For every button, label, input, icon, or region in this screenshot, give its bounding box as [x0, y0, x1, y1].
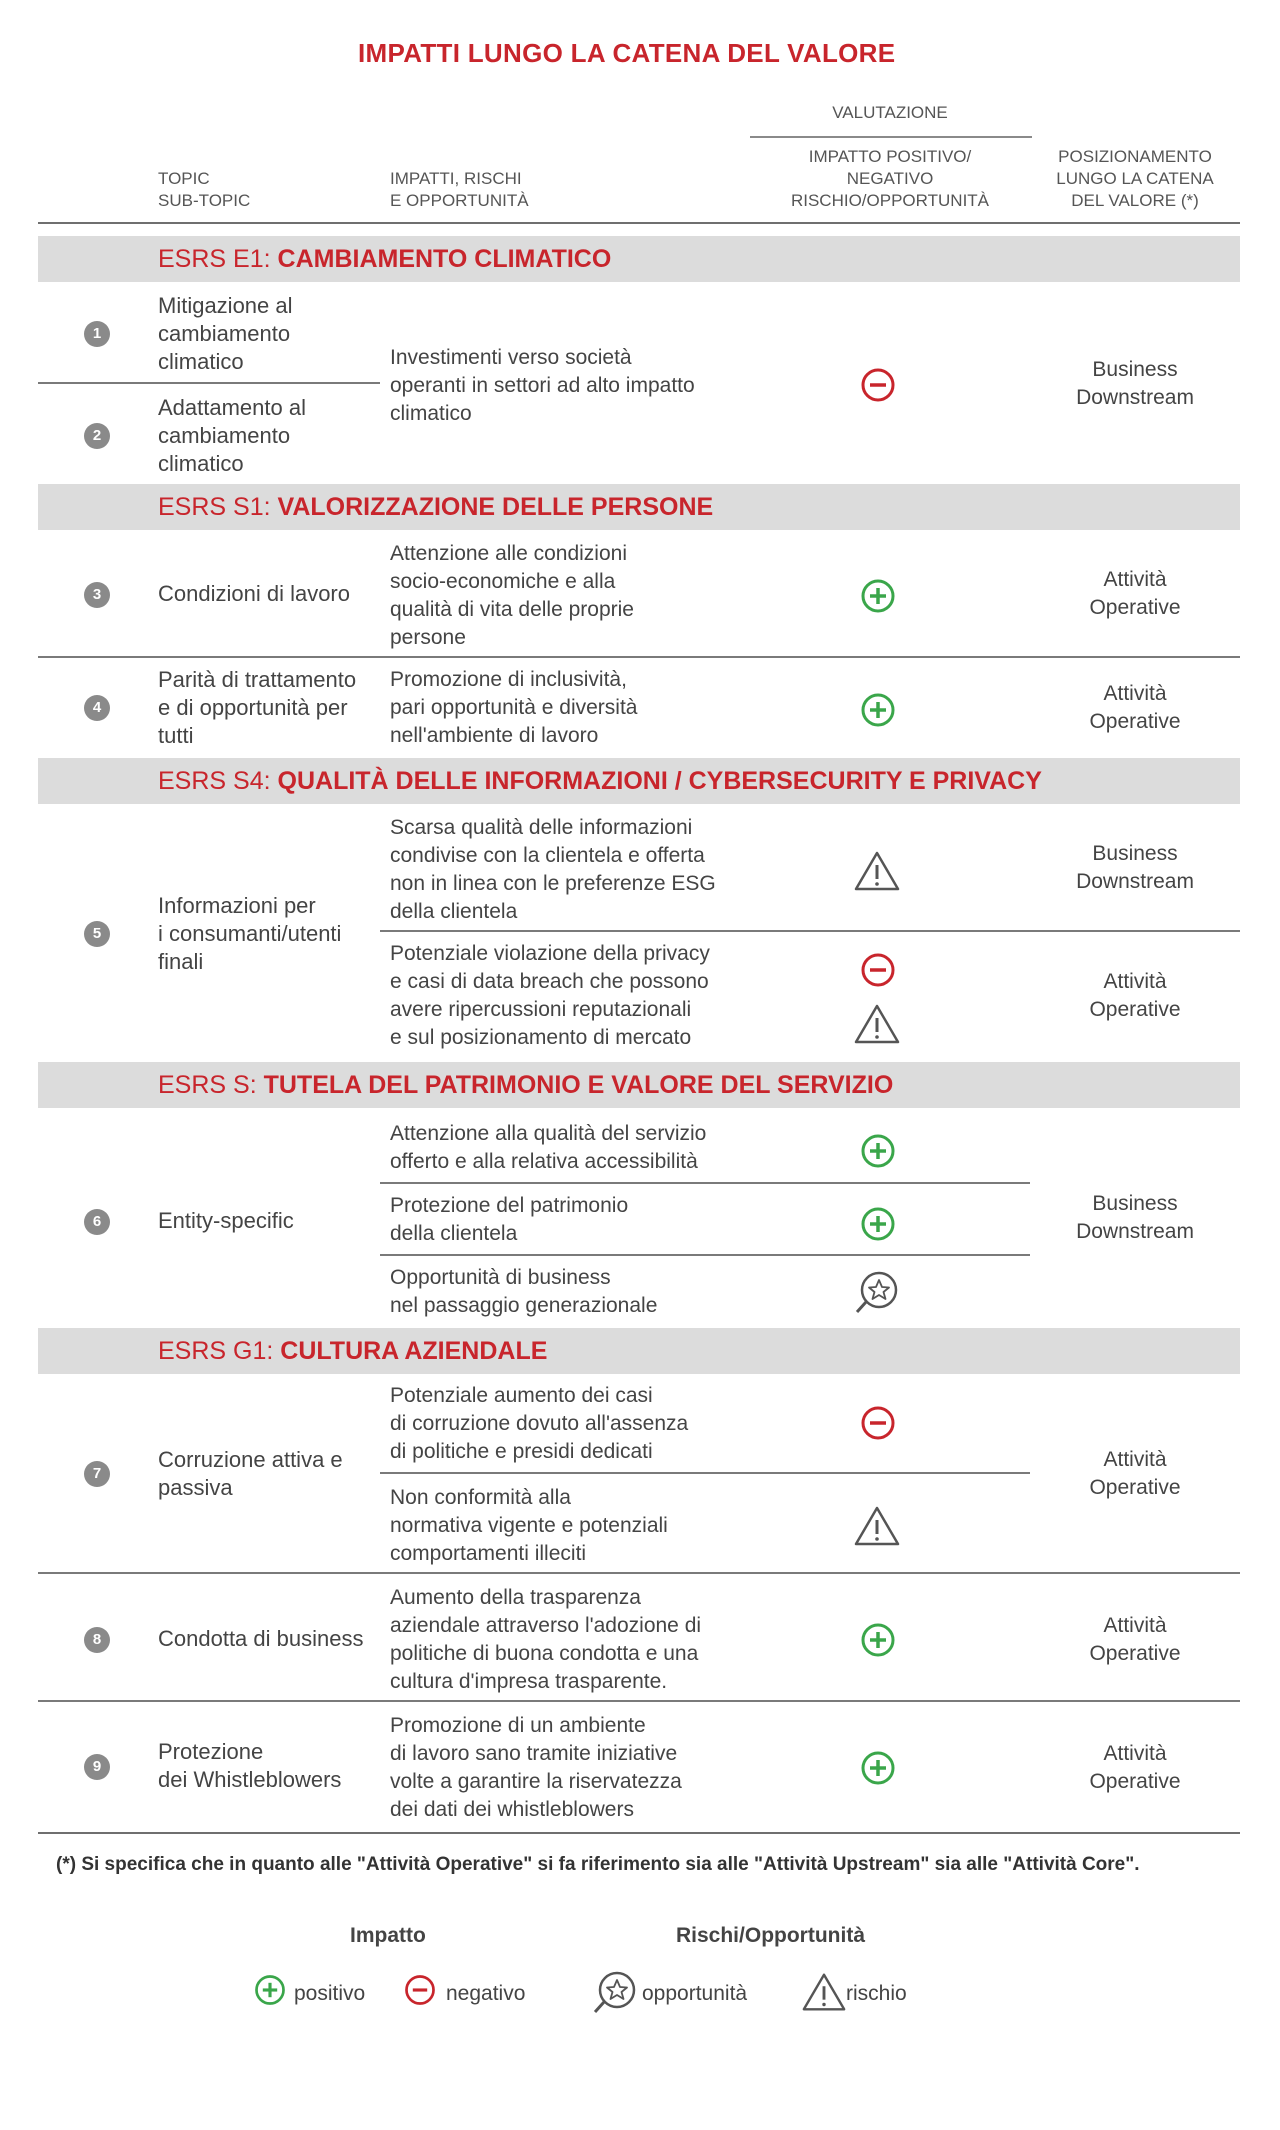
legend-positivo-label: positivo — [294, 1982, 366, 2005]
risk-icon — [800, 1970, 848, 2019]
impact-line: Investimenti verso società — [390, 346, 632, 369]
position-line: Business — [1092, 1192, 1178, 1215]
impact-line: della clientela — [390, 900, 518, 923]
value-chain-position — [1040, 356, 1230, 412]
section-band-s4 — [38, 758, 1240, 804]
position-line: Downstream — [1076, 386, 1194, 409]
page-title: IMPATTI LUNGO LA CATENA DEL VALORE — [358, 38, 896, 68]
impact-description — [390, 1584, 701, 1696]
impact-line: Attenzione alla qualità del servizio — [390, 1122, 707, 1145]
row-number-badge: 3 — [84, 582, 110, 608]
row-divider — [38, 656, 1240, 658]
impact-line: nell'ambiente di lavoro — [390, 724, 599, 747]
positive-icon — [858, 690, 898, 735]
table-bottom-rule — [38, 1832, 1240, 1834]
impact-line: pari opportunità e diversità — [390, 696, 638, 719]
subtopic-line: cambiamento — [158, 321, 291, 346]
pos-header-line: DEL VALORE (*) — [1071, 191, 1199, 210]
impatto-header-line: RISCHIO/OPPORTUNITÀ — [790, 191, 990, 210]
impact-line: e sul posizionamento di mercato — [390, 1026, 692, 1049]
risk-icon — [852, 1504, 902, 1553]
risk-icon — [852, 1002, 902, 1051]
topic-header-line: TOPIC — [158, 169, 210, 188]
position-line: Attività — [1103, 682, 1167, 705]
posizionamento-header — [1040, 146, 1230, 212]
position-line: Operative — [1089, 710, 1181, 733]
impact-line: Non conformità alla — [390, 1486, 571, 1509]
position-line: Operative — [1089, 1642, 1181, 1665]
position-line: Attività — [1103, 568, 1167, 591]
impact-description — [390, 1484, 668, 1568]
impact-line: qualità di vita delle proprie — [390, 598, 634, 621]
row-divider — [380, 1182, 1030, 1184]
position-line: Business — [1092, 358, 1178, 381]
risk-icon — [852, 849, 902, 898]
subtopic-label: Condotta di business — [158, 1626, 364, 1651]
impact-line: avere ripercussioni reputazionali — [390, 998, 692, 1021]
positive-icon — [858, 1204, 898, 1249]
impact-line: aziendale attraverso l'adozione di — [390, 1614, 702, 1637]
row-number-badge: 8 — [84, 1627, 110, 1653]
negative-icon — [858, 950, 898, 995]
row-number-badge: 6 — [84, 1209, 110, 1235]
negative-icon — [858, 1403, 898, 1448]
legend-rischio-label: rischio — [846, 1982, 907, 2005]
impatti-header-line: E OPPORTUNITÀ — [390, 191, 529, 210]
impact-description — [390, 1264, 657, 1320]
section-name: TUTELA DEL PATRIMONIO E VALORE DEL SERVIZIO — [263, 1071, 894, 1099]
impact-line: cultura d'impresa trasparente. — [390, 1670, 668, 1693]
section-band-s — [38, 1062, 1240, 1108]
position-line: Attività — [1103, 1742, 1167, 1765]
legend-impatto-heading: Impatto — [350, 1924, 426, 1947]
value-chain-position — [1040, 968, 1230, 1024]
impact-line: di corruzione dovuto all'assenza — [390, 1412, 689, 1435]
impatto-header — [750, 146, 1030, 212]
topic-header-line: SUB-TOPIC — [158, 191, 251, 210]
subtopic-line: Adattamento al — [158, 395, 306, 420]
impact-line: climatico — [390, 402, 472, 425]
impact-line: condivise con la clientela e offerta — [390, 844, 705, 867]
value-chain-position — [1040, 1446, 1230, 1502]
subtopic-line: finali — [158, 949, 204, 974]
impact-line: normativa vigente e potenziali — [390, 1514, 668, 1537]
section-band-g1 — [38, 1328, 1240, 1374]
positive-icon — [858, 1748, 898, 1793]
position-line: Operative — [1089, 1770, 1181, 1793]
subtopic-label — [158, 1446, 343, 1502]
legend-opportunita-label: opportunità — [642, 1982, 748, 2005]
section-name: VALORIZZAZIONE DELLE PERSONE — [277, 493, 714, 521]
section-name: QUALITÀ DELLE INFORMAZIONI / CYBERSECURITY E PRIVACY — [277, 767, 1042, 795]
row-divider — [380, 1254, 1030, 1256]
impact-line: comportamenti illeciti — [390, 1542, 587, 1565]
row-divider — [380, 1472, 1030, 1474]
subtopic-line: Corruzione attiva e — [158, 1447, 343, 1472]
subtopic-line: dei Whistleblowers — [158, 1767, 342, 1792]
negative-icon — [402, 1972, 438, 2013]
topic-header — [158, 168, 250, 212]
impact-line: volte a garantire la riservatezza — [390, 1770, 682, 1793]
impact-description — [390, 814, 716, 926]
impact-line: socio-economiche e alla — [390, 570, 616, 593]
impact-line: dei dati dei whistleblowers — [390, 1798, 634, 1821]
impact-line: di lavoro sano tramite iniziative — [390, 1742, 678, 1765]
impact-line: politiche di buona condotta e una — [390, 1642, 699, 1665]
position-line: Operative — [1089, 596, 1181, 619]
negative-icon — [858, 365, 898, 410]
position-line: Operative — [1089, 998, 1181, 1021]
header-rule — [38, 222, 1240, 224]
row-divider — [38, 382, 380, 384]
subtopic-line: i consumanti/utenti — [158, 921, 342, 946]
position-line: Attività — [1103, 1614, 1167, 1637]
opportunity-icon — [852, 1268, 902, 1323]
impatti-header — [390, 168, 529, 212]
impact-line: Promozione di un ambiente — [390, 1714, 646, 1737]
subtopic-line: Parità di trattamento — [158, 667, 357, 692]
section-band-e1 — [38, 236, 1240, 282]
section-code: ESRS E1: — [158, 245, 271, 273]
row-divider — [380, 930, 1240, 932]
subtopic-line: Informazioni per — [158, 893, 316, 918]
row-number-badge: 5 — [84, 921, 110, 947]
subtopic-line: Mitigazione al — [158, 293, 293, 318]
impact-line: persone — [390, 626, 466, 649]
pos-header-line: LUNGO LA CATENA — [1056, 169, 1214, 188]
subtopic-line: climatico — [158, 451, 244, 476]
value-chain-position — [1040, 566, 1230, 622]
section-code: ESRS S: — [158, 1071, 257, 1099]
position-line: Operative — [1089, 1476, 1181, 1499]
section-code: ESRS S1: — [158, 493, 271, 521]
position-line: Attività — [1103, 1448, 1167, 1471]
row-divider — [38, 1700, 1240, 1702]
value-chain-position — [1040, 1612, 1230, 1668]
positive-icon — [252, 1972, 288, 2013]
pos-header-line: POSIZIONAMENTO — [1058, 147, 1212, 166]
impact-line: Potenziale aumento dei casi — [390, 1384, 653, 1407]
row-number-badge: 2 — [84, 423, 110, 449]
row-divider — [38, 1572, 1240, 1574]
section-name: CAMBIAMENTO CLIMATICO — [277, 245, 612, 273]
subtopic-line: e di opportunità per — [158, 695, 348, 720]
impatto-header-line: IMPATTO POSITIVO/ — [808, 147, 972, 166]
impact-line: Opportunità di business — [390, 1266, 611, 1289]
row-number-badge: 9 — [84, 1754, 110, 1780]
subtopic-line: climatico — [158, 349, 244, 374]
subtopic-line: tutti — [158, 723, 194, 748]
impact-line: Protezione del patrimonio — [390, 1194, 629, 1217]
impact-description — [390, 666, 637, 750]
subtopic-label: Entity-specific — [158, 1208, 294, 1233]
impact-description — [390, 1120, 706, 1176]
value-chain-position — [1040, 680, 1230, 736]
subtopic-label — [158, 1738, 341, 1794]
subtopic-label: Condizioni di lavoro — [158, 581, 350, 606]
subtopic-line: passiva — [158, 1475, 233, 1500]
impact-line: Potenziale violazione della privacy — [390, 942, 710, 965]
value-chain-position — [1040, 1740, 1230, 1796]
valutazione-rule — [750, 136, 1032, 138]
subtopic-label — [158, 892, 341, 976]
section-band-s1 — [38, 484, 1240, 530]
legend-negativo-label: negativo — [446, 1982, 526, 2005]
impact-description — [390, 1192, 628, 1248]
impact-line: di politiche e presidi dedicati — [390, 1440, 653, 1463]
footnote: (*) Si specifica che in quanto alle "Attività Operative" si fa riferimento sia alle "Attività Upstream" sia alle "Attività Core". — [56, 1854, 1140, 1875]
position-line: Downstream — [1076, 870, 1194, 893]
subtopic-line: Protezione — [158, 1739, 264, 1764]
opportunity-icon — [590, 1968, 640, 2023]
impatto-header-line: NEGATIVO — [846, 169, 934, 188]
section-name: CULTURA AZIENDALE — [280, 1337, 548, 1365]
subtopic-label — [158, 394, 306, 478]
value-chain-position — [1040, 1190, 1230, 1246]
impact-description — [390, 1382, 688, 1466]
impact-line: non in linea con le preferenze ESG — [390, 872, 716, 895]
valutazione-header: VALUTAZIONE — [832, 103, 948, 122]
impact-line: nel passaggio generazionale — [390, 1294, 658, 1317]
position-line: Attività — [1103, 970, 1167, 993]
impact-line: Promozione di inclusività, — [390, 668, 627, 691]
row-number-badge: 7 — [84, 1461, 110, 1487]
subtopic-label — [158, 292, 293, 376]
value-chain-position — [1040, 840, 1230, 896]
section-code: ESRS G1: — [158, 1337, 274, 1365]
position-line: Business — [1092, 842, 1178, 865]
impact-line: e casi di data breach che possono — [390, 970, 709, 993]
impact-line: offerto e alla relativa accessibilità — [390, 1150, 698, 1173]
impact-description — [390, 1712, 682, 1824]
subtopic-label — [158, 666, 356, 750]
position-line: Downstream — [1076, 1220, 1194, 1243]
positive-icon — [858, 576, 898, 621]
row-number-badge: 4 — [84, 695, 110, 721]
impact-description — [390, 540, 634, 652]
impact-line: Aumento della trasparenza — [390, 1586, 641, 1609]
impact-description — [390, 940, 710, 1052]
positive-icon — [858, 1620, 898, 1665]
impatti-header-line: IMPATTI, RISCHI — [390, 169, 522, 188]
impact-description — [390, 344, 695, 428]
row-number-badge: 1 — [84, 321, 110, 347]
impact-line: della clientela — [390, 1222, 518, 1245]
impact-line: Scarsa qualità delle informazioni — [390, 816, 693, 839]
impact-line: Attenzione alle condizioni — [390, 542, 627, 565]
legend-rischi-heading: Rischi/Opportunità — [676, 1924, 865, 1947]
positive-icon — [858, 1131, 898, 1176]
section-code: ESRS S4: — [158, 767, 271, 795]
subtopic-line: cambiamento — [158, 423, 291, 448]
impact-line: operanti in settori ad alto impatto — [390, 374, 695, 397]
